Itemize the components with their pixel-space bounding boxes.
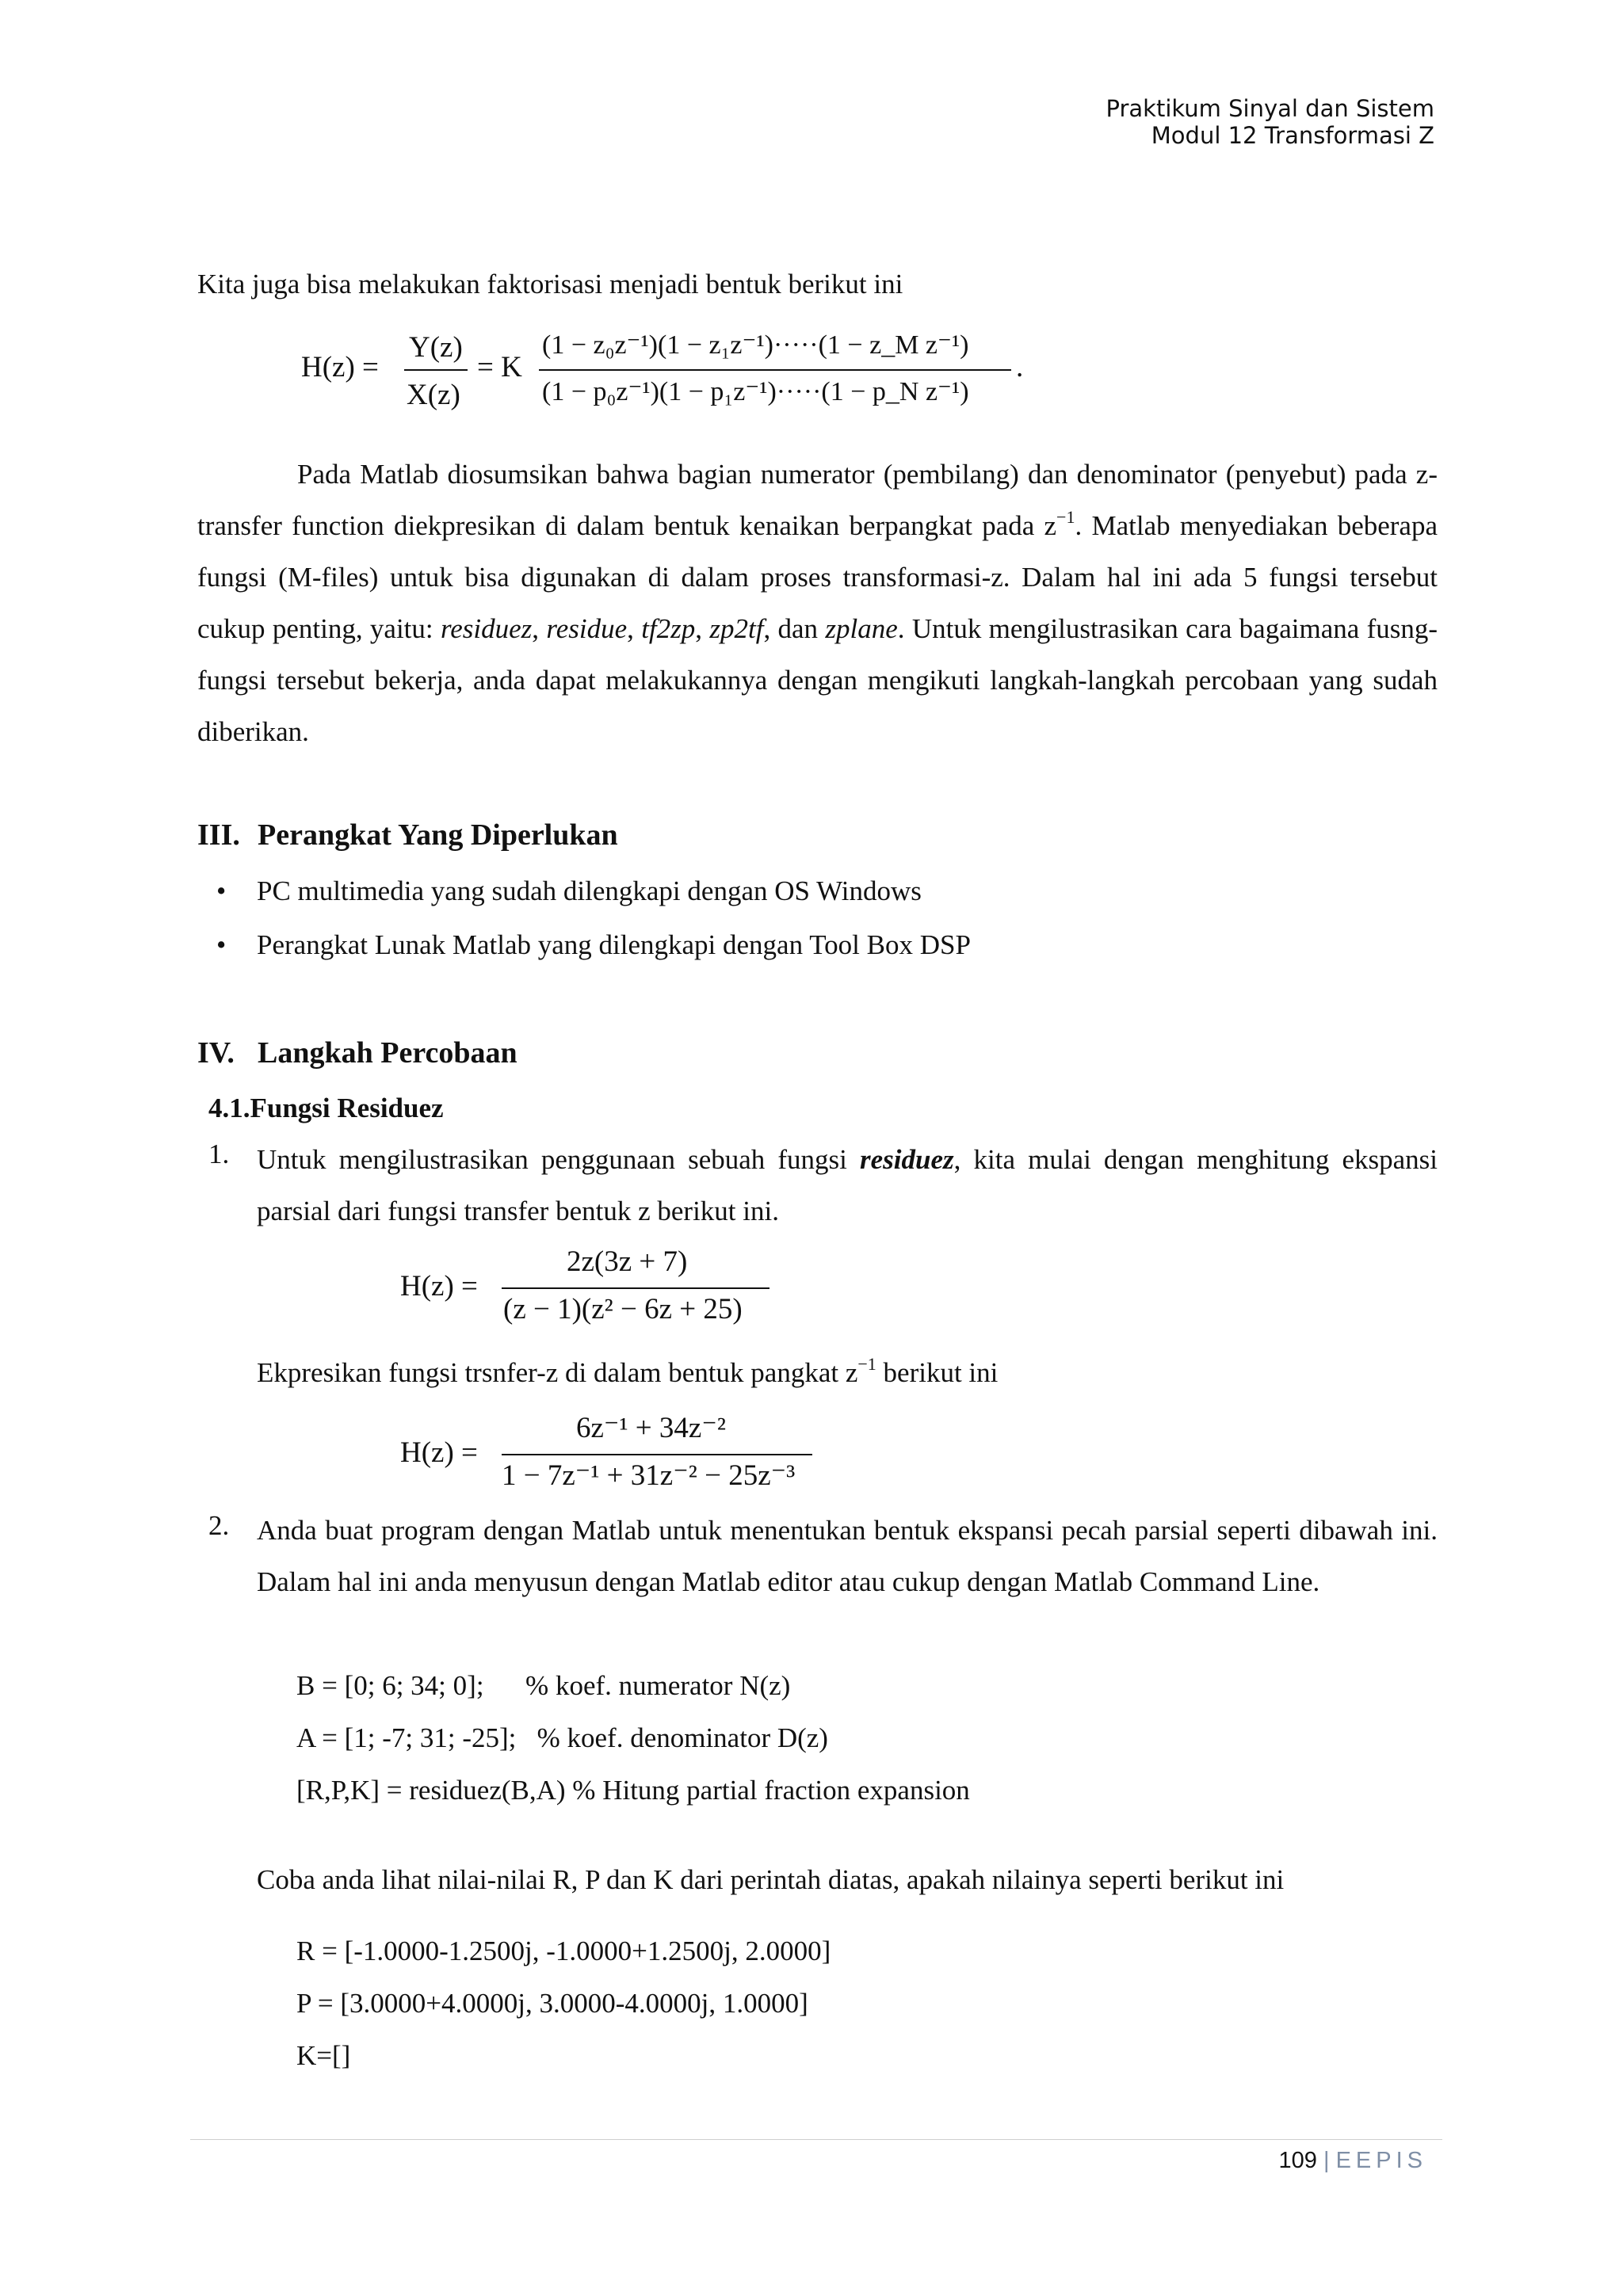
subsection-title: Fungsi Residuez bbox=[250, 1093, 444, 1123]
transfer-function-negative-powers bbox=[400, 1410, 844, 1505]
transfer-function-equation bbox=[400, 1245, 812, 1343]
section-3-title: Perangkat Yang Diperlukan bbox=[258, 818, 618, 852]
subsection-number: 4.1. bbox=[208, 1093, 250, 1123]
fn-residuez-bold: residuez bbox=[860, 1144, 954, 1175]
check-results-instruction: Coba anda lihat nilai-nilai R, P dan K dari perintah diatas, apakah nilainya seperti berikut ini bbox=[257, 1864, 1285, 1895]
eq1-denominator: (1 − p₀z⁻¹)(1 − p₁z⁻¹)·····(1 − p_N z⁻¹) bbox=[542, 377, 969, 406]
eq1-y: Y(z) bbox=[409, 331, 463, 364]
factorization-intro: Kita juga bisa melakukan faktorisasi menjadi bentuk berikut ini bbox=[197, 269, 903, 299]
bullet-icon: • bbox=[216, 929, 227, 960]
factored-transfer-equation bbox=[301, 317, 1062, 420]
subsection-4-1-heading bbox=[208, 1093, 444, 1124]
header-subtitle: Modul 12 Transformasi Z bbox=[1151, 122, 1434, 149]
exp-minus-one: −1 bbox=[1056, 507, 1075, 528]
header-title: Praktikum Sinyal dan Sistem bbox=[1106, 95, 1434, 122]
matlab-code-line: B = [0; 6; 34; 0]; % koef. numerator N(z) bbox=[296, 1670, 791, 1701]
result-line: K=[] bbox=[296, 2040, 351, 2071]
eq3-numerator: 6z⁻¹ + 34z⁻² bbox=[576, 1412, 726, 1444]
fn-zplane: zplane bbox=[825, 613, 898, 644]
step-2-text: Anda buat program dengan Matlab untuk menentukan bentuk ekspansi pecah parsial seperti dibawah ini. Dalam hal ini anda menyusun dengan Matlab editor atau cukup dengan Matlab Command Line. bbox=[257, 1515, 1438, 1597]
eq1-numerator: (1 − z₀z⁻¹)(1 − z₁z⁻¹)·····(1 − z_M z⁻¹) bbox=[542, 330, 969, 360]
section-3-number: III. bbox=[197, 818, 240, 852]
fn-zp2tf: zp2tf bbox=[709, 613, 764, 644]
section-3-heading bbox=[197, 818, 618, 852]
eq1-lhs: H(z) = bbox=[301, 351, 379, 383]
list-item: • Perangkat Lunak Matlab yang dilengkapi dengan Tool Box DSP bbox=[216, 929, 971, 960]
step-1-text: Untuk mengilustrasikan penggunaan sebuah fungsi residuez, kita mulai dengan menghitung ekspansi parsial dari fungsi transfer bentuk z berikut ini. bbox=[257, 1144, 1438, 1226]
institution-brand: EEPIS bbox=[1335, 2148, 1427, 2173]
eq3-lhs: H(z) = bbox=[400, 1436, 478, 1469]
result-line: P = [3.0000+4.0000j, 3.0000-4.0000j, 1.0000] bbox=[296, 1988, 808, 2019]
matlab-code-line: A = [1; -7; 31; -25]; % koef. denominator D(z) bbox=[296, 1722, 828, 1753]
step-1-number: 1. bbox=[208, 1138, 230, 1169]
footer-divider bbox=[190, 2139, 1442, 2140]
list-item: • PC multimedia yang sudah dilengkapi dengan OS Windows bbox=[216, 875, 922, 906]
eq1-k: = K bbox=[477, 351, 522, 383]
page-footer: 109 | EEPIS bbox=[1278, 2148, 1427, 2173]
section-4-number: IV. bbox=[197, 1036, 235, 1070]
section-4-title: Langkah Percobaan bbox=[258, 1036, 517, 1070]
page-number: 109 bbox=[1278, 2148, 1317, 2173]
step-2-number: 2. bbox=[208, 1510, 230, 1541]
bullet-icon: • bbox=[216, 875, 227, 906]
fn-residuez: residuez bbox=[440, 613, 533, 644]
matlab-functions-paragraph: Pada Matlab diosumsikan bahwa bagian numerator (pembilang) dan denominator (penyebut) pada z-transfer function diekpresikan di dalam bentuk kenaikan berpangkat pada $z^{-1}$. Matlab menyediakan beberapa fungsi (M-files) untuk bisa digunakan di dalam proses transformasi-z. Dalam hal ini ada 5 fungsi tersebut cukup penting, yaitu: residuez, residue, tf2zp, zp2tf, dan zplane. Untuk mengilustrasikan cara bagaimana fusng-fungsi tersebut bekerja, anda dapat melakukannya dengan mengikuti langkah-langkah percobaan yang sudah diberikan. bbox=[197, 459, 1438, 747]
result-line: R = [-1.0000-1.2500j, -1.0000+1.2500j, 2.0000] bbox=[296, 1936, 831, 1966]
eq2-numerator: 2z(3z + 7) bbox=[567, 1245, 688, 1278]
eq2-lhs: H(z) = bbox=[400, 1270, 478, 1302]
eq1-x: X(z) bbox=[407, 379, 460, 411]
express-instruction: Ekpresikan fungsi trsnfer-z di dalam bentuk pangkat $z^{-1}$ berikut ini bbox=[257, 1354, 999, 1388]
fn-tf2zp: tf2zp bbox=[641, 613, 696, 644]
section-4-heading bbox=[197, 1035, 517, 1070]
eq3-denominator: 1 − 7z⁻¹ + 31z⁻² − 25z⁻³ bbox=[502, 1459, 796, 1492]
running-header bbox=[1106, 95, 1434, 149]
matlab-code-line: [R,P,K] = residuez(B,A) % Hitung partial fraction expansion bbox=[296, 1775, 970, 1806]
eq2-denominator: (z − 1)(z² − 6z + 25) bbox=[503, 1293, 743, 1325]
fn-residue: residue bbox=[546, 613, 628, 644]
eq1-period: . bbox=[1016, 351, 1024, 383]
